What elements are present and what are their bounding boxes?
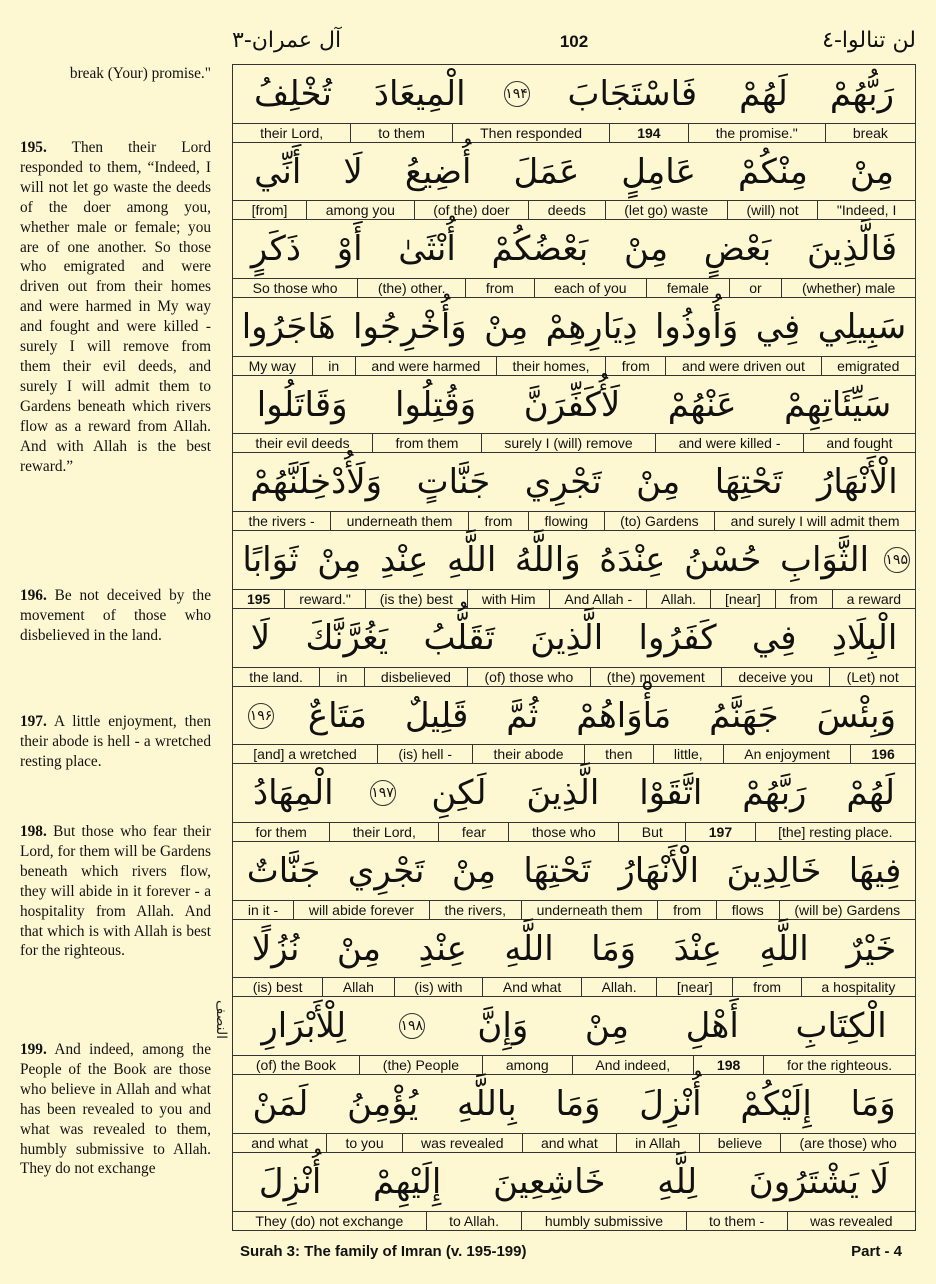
word-translation: and what [251, 1134, 309, 1151]
word-translation: their homes, [496, 357, 605, 375]
word-translation: the land. [249, 668, 303, 685]
arabic-word: وَلَأُدْخِلَنَّهُمْ [250, 462, 383, 503]
arabic-word: وَقُتِلُوا [395, 384, 477, 425]
verse-paragraph [20, 822, 211, 961]
verse-text: And indeed, among the People of the Book are those who believe in Allah and what has been revealed to you and what was revealed to them, humbly submissive to Allah. They do not exchange [20, 1041, 211, 1178]
word-translation: underneath them [521, 901, 658, 919]
grid-row [233, 1075, 915, 1153]
grid-row [233, 764, 915, 842]
word-translation: will abide forever [293, 901, 429, 919]
word-translation: those who [508, 823, 618, 841]
arabic-word: لَا يَشْتَرُونَ [748, 1161, 890, 1202]
arabic-word: يَغُرَّنَّكَ [305, 617, 389, 658]
arabic-word: عِنْدَهُ [599, 540, 666, 581]
arabic-word: عَمَلَ [513, 151, 580, 192]
arabic-word: وَاللَّهُ [514, 540, 581, 581]
surah-name-header: آل عمران-٣ [232, 28, 342, 53]
arabic-word: اللَّهِ [759, 928, 809, 969]
word-translation: Allah. [646, 590, 710, 608]
verse-paragraph [20, 138, 211, 476]
word-translation: surely I (will) remove [481, 434, 655, 452]
word-translation: break [825, 124, 915, 142]
word-translation: (the) other. [357, 279, 465, 297]
arabic-word: مِنْ [317, 540, 362, 581]
verse-number-cell: 198 [693, 1056, 763, 1074]
arabic-word: لِلْأَبْرَارِ [261, 1006, 347, 1047]
word-translation: and were driven out [665, 357, 820, 375]
word-translation: from [732, 978, 800, 996]
translation-line [233, 123, 915, 142]
word-translation: and surely I will admit them [714, 512, 915, 530]
arabic-line [233, 376, 915, 434]
arabic-line [233, 609, 915, 667]
word-translation: [from] [251, 202, 288, 219]
verse-number-cell: 196 [850, 745, 915, 763]
word-translation: Allah [322, 978, 393, 996]
arabic-word: أُنْزِلَ [639, 1083, 702, 1124]
word-translation: deeds [528, 201, 604, 219]
arabic-word: جَنَّاتٌ [246, 850, 321, 891]
ayah-marker: ۱۹۸ [399, 1013, 425, 1039]
word-translation: (the) movement [590, 668, 722, 686]
word-translation: from [468, 512, 528, 530]
arabic-word: خَاشِعِينَ [493, 1161, 606, 1202]
word-translation: a hospitality [801, 978, 915, 996]
arabic-word: دِيَارِهِمْ [545, 307, 638, 348]
word-translation: in it - [247, 901, 279, 918]
arabic-word: تُخْلِفُ [254, 74, 332, 114]
word-translation: little, [653, 745, 723, 763]
arabic-line [233, 453, 915, 511]
arabic-word: جَنَّاتٍ [416, 462, 491, 503]
arabic-word: لَأُكَفِّرَنَّ [523, 384, 621, 425]
verse-text: break (Your) promise." [69, 65, 211, 82]
arabic-word: الَّذِينَ [530, 617, 604, 658]
verse-paragraph [20, 586, 211, 646]
arabic-word: لَمَنْ [252, 1083, 309, 1124]
word-translation: An enjoyment [723, 745, 850, 763]
verse-paragraph [20, 64, 211, 84]
word-translation: and fought [803, 434, 915, 452]
arabic-word: لَهُمْ [739, 74, 788, 114]
arabic-word: عَنْهُمْ [667, 384, 737, 425]
word-translation: for them [255, 823, 307, 840]
word-translation: with Him [467, 590, 550, 608]
grid-row [233, 997, 915, 1075]
ayah-marker: ۱۹۵ [884, 547, 910, 573]
word-translation: (are those) who [780, 1134, 915, 1152]
arabic-word: ثُمَّ [506, 695, 539, 736]
arabic-word: مِنْ [484, 307, 529, 348]
arabic-word: مِنْ [451, 850, 496, 891]
arabic-word: نُزُلًا [251, 928, 300, 969]
word-translation: Allah. [581, 978, 656, 996]
word-translation: their abode [472, 745, 584, 763]
footer-part: Part - 4 [851, 1243, 902, 1260]
grid-row [233, 453, 915, 531]
arabic-word: سَيِّئَاتِهِمْ [784, 384, 892, 425]
arabic-word: وَأُخْرِجُوا [353, 307, 467, 348]
verse-number: 198. [20, 823, 47, 840]
word-translation: the promise." [688, 124, 825, 142]
arabic-word: يُؤْمِنُ [347, 1083, 419, 1124]
arabic-word: خَالِدِينَ [726, 850, 822, 891]
arabic-word: قَلِيلٌ [404, 695, 469, 736]
arabic-word: مِنْ [636, 462, 681, 503]
arabic-word: أَوْ [336, 229, 363, 270]
grid-row [233, 143, 915, 221]
arabic-word: تَقَلُّبُ [423, 617, 495, 658]
grid-row [233, 298, 915, 376]
word-translation: fear [438, 823, 508, 841]
word-translation: (will be) Gardens [779, 901, 915, 919]
arabic-word: خَيْرٌ [846, 928, 897, 969]
word-translation: then [584, 745, 653, 763]
arabic-line [233, 1153, 915, 1211]
word-translation: the rivers - [248, 513, 315, 530]
word-translation: underneath them [330, 512, 468, 530]
translation-line [233, 278, 915, 297]
word-by-word-grid [232, 64, 916, 1231]
arabic-word: وَبِئْسَ [816, 695, 897, 736]
arabic-word: وَقَاتَلُوا [256, 384, 348, 425]
grid-row [233, 1153, 915, 1231]
word-translation: was revealed [787, 1212, 915, 1230]
translation-line [233, 1133, 915, 1152]
arabic-word: سَبِيلِي [817, 307, 907, 348]
arabic-word: الَّذِينَ [526, 773, 600, 814]
word-translation: (of the) doer [414, 201, 529, 219]
translation-line [233, 356, 915, 375]
arabic-line [233, 842, 915, 900]
word-translation: And indeed, [572, 1056, 694, 1074]
word-translation: from [775, 590, 832, 608]
arabic-word: وَإِنَّ [477, 1006, 529, 1047]
verse-paragraph [20, 712, 211, 772]
word-translation: (the) People [359, 1056, 482, 1074]
arabic-line [233, 298, 915, 356]
page-number: 102 [559, 32, 589, 51]
arabic-word: هَاجَرُوا [241, 307, 336, 348]
arabic-word: تَحْتِهَا [523, 850, 592, 891]
translation-line [233, 744, 915, 763]
arabic-word: مَتَاعٌ [307, 695, 367, 736]
arabic-word: بِاللَّهِ [457, 1083, 517, 1124]
word-translation: [near] [656, 978, 732, 996]
arabic-word: جَهَنَّمُ [709, 695, 779, 736]
arabic-word: وَمَا [591, 928, 637, 969]
arabic-word: وَأُوذُوا [654, 307, 739, 348]
grid-row [233, 842, 915, 920]
arabic-line [233, 220, 915, 278]
word-translation: They (do) not exchange [255, 1213, 404, 1230]
word-translation: their Lord, [260, 124, 324, 141]
translation-line [233, 589, 915, 608]
word-translation: [the] resting place. [755, 823, 915, 841]
arabic-word: اللَّهِ [504, 928, 554, 969]
arabic-word: فَالَّذِينَ [806, 229, 898, 270]
word-translation: [near] [710, 590, 775, 608]
word-translation: deceive you [721, 668, 829, 686]
translation-line [233, 511, 915, 530]
arabic-word: فِي [755, 307, 801, 348]
arabic-word: الْمِهَادُ [252, 773, 334, 814]
word-translation: and were killed - [655, 434, 803, 452]
arabic-word: مِنْ [584, 1006, 630, 1047]
arabic-word: عَامِلٍ [621, 151, 696, 192]
word-translation: (let go) waste [605, 201, 727, 219]
word-translation: (Let) not [829, 668, 915, 686]
arabic-line [233, 687, 915, 745]
word-translation: And what [482, 978, 581, 996]
arabic-word: عِنْدِ [418, 928, 467, 969]
verse-number: 199. [20, 1041, 47, 1058]
arabic-word: عِنْدِ [379, 540, 429, 581]
word-translation: (will) not [727, 201, 817, 219]
arabic-word: لَا [343, 151, 363, 192]
word-translation: (to) Gardens [604, 512, 715, 530]
arabic-word: تَجْرِي [347, 850, 425, 891]
ayah-marker: ۱۹۶ [248, 703, 274, 729]
arabic-word: عِنْدَ [673, 928, 722, 969]
grid-row [233, 220, 915, 298]
verse-number: 196. [20, 587, 47, 604]
translation-line [233, 200, 915, 219]
grid-row [233, 376, 915, 454]
arabic-word: اتَّقَوْا [639, 773, 703, 814]
grid-row [233, 531, 915, 609]
word-translation: to them [350, 124, 452, 142]
verse-number: 197. [20, 713, 47, 730]
word-translation: (is) with [394, 978, 483, 996]
verse-text: Then their Lord responded to them, “Indeed, I will not let go waste the deeds of the doer among you, whether male or female; you are of one another. So those who emigrated and were driven out from their homes and were harmed in My way and fought and were killed - surely I will remove from them their evil deeds, and surely I will admit them to Gardens beneath which rivers flow as a reward from Allah. And with Allah is the best reward.” [20, 139, 211, 475]
arabic-word: اللَّهِ [447, 540, 497, 581]
word-translation: their evil deeds [255, 435, 350, 452]
arabic-line [233, 764, 915, 822]
word-translation: among [482, 1056, 572, 1074]
word-translation: So those who [252, 280, 338, 297]
arabic-word: الْبِلَادِ [831, 617, 898, 658]
arabic-word: الْأَنْهَارُ [816, 462, 898, 503]
arabic-line [233, 997, 915, 1055]
arabic-word: مِنْ [623, 229, 669, 270]
arabic-word: تَجْرِي [524, 462, 602, 503]
word-translation: and were harmed [355, 357, 496, 375]
verse-number: 195. [20, 139, 47, 156]
verse-text: Be not deceived by the movement of those who disbelieved in the land. [20, 587, 211, 644]
arabic-line [233, 143, 915, 201]
verse-number-cell: 194 [609, 124, 688, 142]
word-translation: from [605, 357, 665, 375]
word-translation: and what [522, 1134, 616, 1152]
arabic-word: بَعْضٍ [703, 229, 772, 270]
word-translation: among you [306, 201, 414, 219]
arabic-word: الْمِيعَادَ [373, 74, 466, 114]
arabic-word: إِلَيْكُمْ [740, 1083, 812, 1124]
grid-row [233, 920, 915, 998]
arabic-word: ثَوَابًا [242, 540, 299, 581]
word-translation: to Allah. [426, 1212, 522, 1230]
arabic-word: بَعْضُكُمْ [491, 229, 589, 270]
ayah-marker: ۱۹۷ [370, 780, 396, 806]
word-translation: to you [326, 1134, 402, 1152]
arabic-word: إِلَيْهِمْ [373, 1161, 442, 1202]
word-translation: flows [716, 901, 779, 919]
arabic-line [233, 531, 915, 589]
word-translation: emigrated [821, 357, 915, 375]
word-translation: [and] a wretched [253, 746, 357, 763]
word-translation: from them [372, 434, 481, 452]
arabic-word: رَبَّهُمْ [742, 773, 807, 814]
arabic-word: لَكِنِ [431, 773, 487, 814]
arabic-word: أُنْزِلَ [258, 1161, 322, 1202]
word-translation: (is) hell - [377, 745, 472, 763]
arabic-word: لَا [250, 617, 271, 658]
word-translation: humbly submissive [521, 1212, 685, 1230]
verse-number-cell: 195 [246, 590, 271, 607]
word-translation: And Allah - [549, 590, 646, 608]
page-footer [240, 1243, 916, 1265]
arabic-word: ذَكَرٍ [250, 229, 301, 270]
word-translation: in [312, 357, 355, 375]
arabic-line [233, 1075, 915, 1133]
arabic-word: فِيهَا [848, 850, 902, 891]
translation-line [233, 433, 915, 452]
word-translation: a reward [832, 590, 915, 608]
word-translation: Then responded [452, 124, 609, 142]
word-translation: (of) those who [467, 668, 589, 686]
word-translation: My way [248, 357, 297, 374]
grid-row [233, 609, 915, 687]
ayah-marker: ۱۹۴ [504, 81, 530, 107]
translation-line [233, 1055, 915, 1074]
arabic-word: فِي [751, 617, 797, 658]
word-translation: for the righteous. [763, 1056, 915, 1074]
arabic-word: مِنْكُمْ [737, 151, 808, 192]
verse-text: But those who fear their Lord, for them will be Gardens beneath which rivers flow, they will abide in it forever - a hospitality from Allah. And that which is with Allah is best for the righteous. [20, 823, 211, 960]
arabic-word: كَفَرُوا [638, 617, 717, 658]
arabic-word: لَهُمْ [846, 773, 896, 814]
arabic-word: لِلَّهِ [657, 1161, 698, 1202]
arabic-word: أَنِّي [254, 151, 302, 192]
arabic-word: وَمَا [555, 1083, 601, 1124]
word-translation: from [657, 901, 716, 919]
word-translation: each of you [534, 279, 647, 297]
word-translation: or [729, 279, 782, 297]
verse-number-cell: 197 [685, 823, 754, 841]
word-translation: in Allah [616, 1134, 699, 1152]
arabic-word: حُسْنُ [684, 540, 762, 581]
translation-line [233, 1211, 915, 1230]
word-translation: flowing [528, 512, 604, 530]
word-translation: in [319, 668, 363, 686]
arabic-word: تَحْتِهَا [714, 462, 783, 503]
verse-text: A little enjoyment, then their abode is hell - a wretched resting place. [20, 713, 212, 770]
arabic-word: الْأَنْهَارُ [618, 850, 700, 891]
arabic-word: الْكِتَابِ [795, 1006, 887, 1047]
translation-line [233, 822, 915, 841]
word-translation: the rivers, [429, 901, 521, 919]
arabic-word: أُنْثَىٰ [398, 229, 456, 270]
word-translation: "Indeed, I [817, 201, 915, 219]
verse-paragraph [20, 1040, 211, 1179]
arabic-word: أَهْلِ [685, 1006, 739, 1047]
translation-line [233, 667, 915, 686]
word-translation: (of) the Book [255, 1056, 337, 1073]
word-translation: (whether) male [781, 279, 915, 297]
grid-row [233, 65, 915, 143]
word-translation: female [646, 279, 728, 297]
word-translation: their Lord, [329, 823, 438, 841]
word-translation: (is) best [252, 979, 303, 996]
word-translation: believe [699, 1134, 781, 1152]
arabic-word: الثَّوَابِ [779, 540, 870, 581]
translation-line [233, 900, 915, 919]
arabic-word: مِنْ [849, 151, 894, 192]
side-marker: النصف [213, 1000, 229, 1040]
translation-line [233, 977, 915, 996]
word-translation: from [465, 279, 533, 297]
arabic-word: مَأْوَاهُمْ [576, 695, 672, 736]
word-translation: to them - [686, 1212, 787, 1230]
word-translation: But [618, 823, 685, 841]
word-translation: reward." [284, 590, 365, 608]
page-header [232, 28, 916, 62]
juz-name-header: لن تنالوا-٤ [822, 28, 916, 53]
arabic-word: رَبُّهُمْ [829, 74, 895, 114]
arabic-word: مِنْ [336, 928, 381, 969]
arabic-word: فَاسْتَجَابَ [567, 74, 698, 114]
arabic-word: أُضِيعُ [404, 151, 472, 192]
arabic-line [233, 920, 915, 978]
word-translation: (is the) best [365, 590, 467, 608]
word-translation: disbelieved [364, 668, 468, 686]
word-translation: was revealed [402, 1134, 522, 1152]
arabic-line [233, 65, 915, 123]
grid-row [233, 687, 915, 765]
arabic-word: وَمَا [850, 1083, 896, 1124]
footer-surah-info: Surah 3: The family of Imran (v. 195-199) [240, 1243, 527, 1260]
